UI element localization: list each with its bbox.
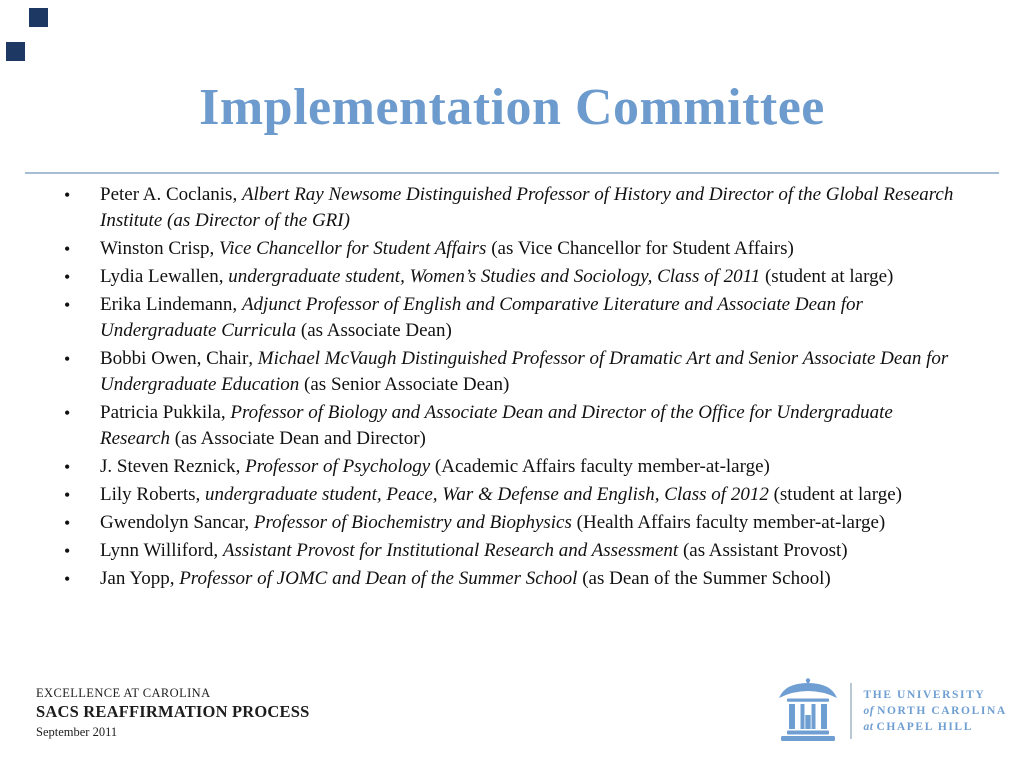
member-role: undergraduate student, Women’s Studies and Sociology, Class of 2011 [228, 266, 761, 287]
wordmark-at: at [863, 721, 874, 733]
member-name: Lily Roberts, [100, 484, 206, 505]
member-role: , Michael McVaugh Distinguished Professor of Dramatic Art and Senior Associate Dean for Undergraduate Education [100, 348, 949, 395]
footer-process-title: SACS REAFFIRMATION PROCESS [36, 702, 310, 721]
member-name: Jan Yopp, [100, 568, 180, 589]
committee-member-item [62, 182, 964, 234]
member-note: (as Senior Associate Dean) [299, 374, 510, 395]
member-note: (Health Affairs faculty member-at-large) [571, 512, 886, 533]
member-note: (as Associate Dean and Director) [170, 428, 426, 449]
committee-member-item [62, 264, 964, 290]
member-note: (as Associate Dean) [296, 320, 452, 341]
unc-logo [776, 678, 1007, 744]
committee-member-item [62, 454, 964, 480]
committee-member-item [62, 566, 964, 592]
member-name: Patricia Pukkila, [100, 402, 231, 423]
decoration-square-top [29, 8, 48, 27]
member-role: Professor of Psychology [245, 456, 431, 477]
committee-member-item [62, 346, 964, 398]
committee-member-item [62, 538, 964, 564]
member-name: Peter A. Coclanis, [100, 184, 242, 205]
wordmark-north-carolina: NORTH CAROLINA [877, 705, 1007, 717]
unc-wordmark-line1: THE UNIVERSITY [863, 689, 986, 701]
committee-member-item [62, 510, 964, 536]
member-name: Bobbi Owen, Chair [100, 348, 249, 369]
member-note: (student at large) [768, 484, 902, 505]
unc-wordmark-line2 [864, 703, 1007, 719]
slide-title: Implementation Committee [199, 79, 825, 136]
wordmark-of: of [863, 705, 875, 717]
member-role: Professor of Biology and Associate Dean and Director of the Office for Undergraduate Research [100, 402, 893, 449]
member-note: (Academic Affairs faculty member-at-large) [430, 456, 770, 477]
member-note: (as Dean of the Summer School) [577, 568, 831, 589]
member-role: Albert Ray Newsome Distinguished Professor of History and Director of the Global Research Institute (as Director of the GRI) [100, 184, 954, 231]
member-role: Adjunct Professor of English and Comparative Literature and Associate Dean for Undergraduate Curricula [100, 294, 863, 341]
member-role: Assistant Provost for Institutional Research and Assessment [222, 540, 679, 561]
member-name: Winston Crisp, [100, 238, 220, 259]
member-role: Professor of Biochemistry and Biophysics [253, 512, 572, 533]
slide-footer [36, 686, 310, 740]
member-role: Vice Chancellor for Student Affairs [219, 238, 487, 259]
unc-old-well-icon [776, 678, 840, 744]
member-note: (as Vice Chancellor for Student Affairs) [486, 238, 794, 259]
committee-member-item [62, 400, 964, 452]
member-name: Lydia Lewallen, [100, 266, 229, 287]
footer-date: September 2011 [36, 724, 118, 739]
committee-member-list [62, 182, 964, 594]
committee-member-item [62, 292, 964, 344]
member-name: Erika Lindemann, [100, 294, 242, 315]
title-divider-line [25, 172, 999, 174]
member-name: Gwendolyn Sancar, [100, 512, 254, 533]
member-name: Lynn Williford, [100, 540, 223, 561]
member-note: (student at large) [760, 266, 894, 287]
member-role: Professor of JOMC and Dean of the Summer School [179, 568, 578, 589]
member-name: J. Steven Reznick, [100, 456, 246, 477]
unc-wordmark-line3 [864, 719, 1007, 735]
footer-program-name: EXCELLENCE AT CAROLINA [36, 686, 211, 700]
decoration-square-left [6, 42, 25, 61]
member-role: undergraduate student, Peace, War & Defense and English, Class of 2012 [205, 484, 769, 505]
committee-member-item [62, 482, 964, 508]
committee-member-item [62, 236, 964, 262]
wordmark-chapel-hill: CHAPEL HILL [876, 721, 973, 733]
member-note: (as Assistant Provost) [678, 540, 848, 561]
unc-wordmark [864, 687, 1007, 735]
logo-divider-line [850, 683, 852, 739]
